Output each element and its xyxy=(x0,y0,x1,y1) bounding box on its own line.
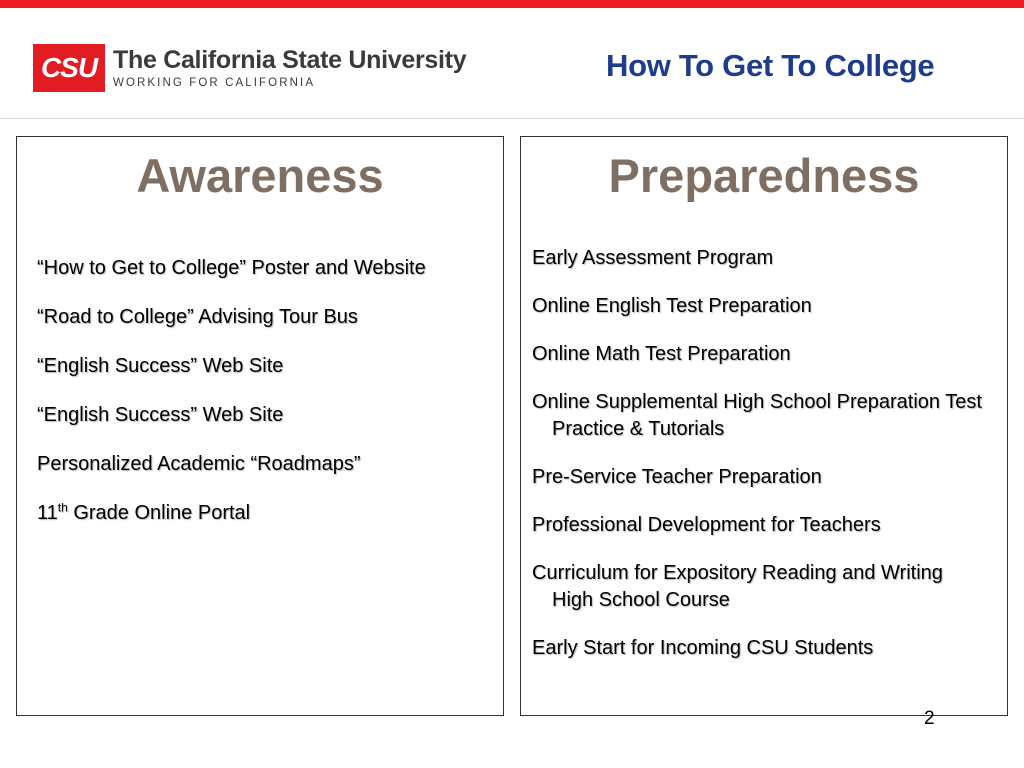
awareness-item: Personalized Academic “Roadmaps” xyxy=(37,453,361,475)
preparedness-heading: Preparedness xyxy=(608,149,920,202)
logo-university-name: The California State University xyxy=(113,45,467,74)
awareness-item: “English Success” Web Site xyxy=(37,355,284,377)
preparedness-item: Pre-Service Teacher Preparation xyxy=(532,466,822,488)
awareness-heading: Awareness xyxy=(136,149,384,202)
grade-number: 11 xyxy=(37,502,58,524)
slide-title: How To Get To College xyxy=(606,48,935,83)
awareness-item: “English Success” Web Site xyxy=(37,404,284,426)
awareness-list xyxy=(37,255,503,549)
grade-portal-text: Grade Online Portal xyxy=(67,502,251,524)
csu-logo-mark: CSU xyxy=(33,44,105,92)
preparedness-item: Early Start for Incoming CSU Students xyxy=(532,637,874,659)
logo-tagline: WORKING FOR CALIFORNIA xyxy=(113,76,316,89)
awareness-item: “How to Get to College” Poster and Website xyxy=(37,257,426,279)
preparedness-item: Early Assessment Program xyxy=(532,247,774,269)
preparedness-list xyxy=(532,245,1007,683)
preparedness-item: Online English Test Preparation xyxy=(532,295,812,317)
csu-logo xyxy=(33,44,466,92)
csu-logo-text xyxy=(113,46,466,91)
preparedness-panel xyxy=(520,136,1008,716)
awareness-item: “Road to College” Advising Tour Bus xyxy=(37,306,358,328)
page-number: 2 xyxy=(924,708,935,729)
awareness-panel xyxy=(16,136,504,716)
grade-ordinal-suffix: th xyxy=(57,500,68,515)
awareness-item-grade-portal xyxy=(37,500,503,527)
top-accent-bar xyxy=(0,0,1024,8)
preparedness-item: Professional Development for Teachers xyxy=(532,514,881,536)
preparedness-item: Curriculum for Expository Reading and Writing High School Course xyxy=(532,562,943,611)
preparedness-item: Online Supplemental High School Preparation Test Practice & Tutorials xyxy=(532,391,982,440)
header-divider xyxy=(0,118,1024,119)
preparedness-item: Online Math Test Preparation xyxy=(532,343,791,365)
